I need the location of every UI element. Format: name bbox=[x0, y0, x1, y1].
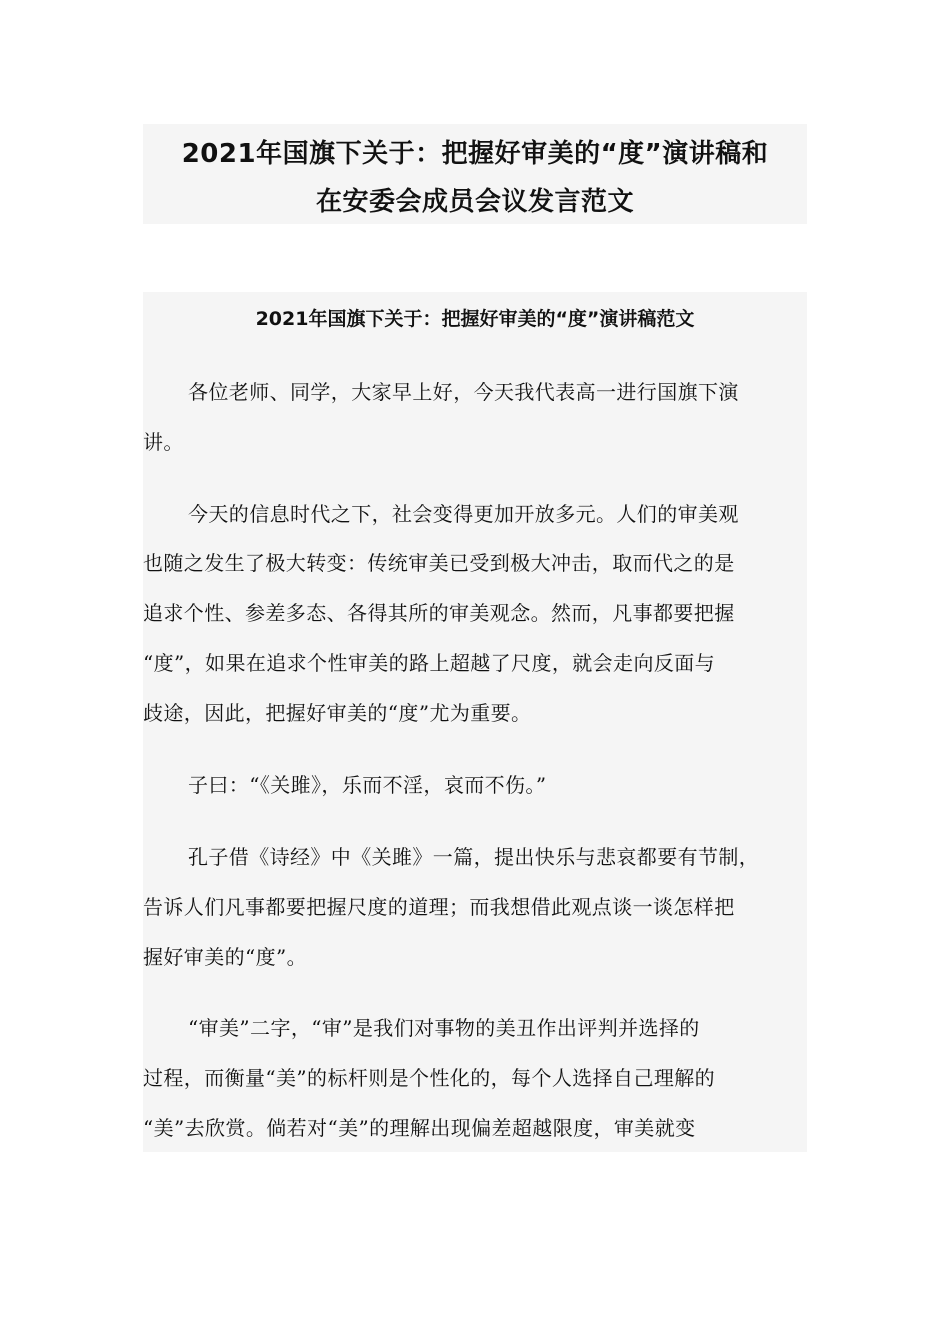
text-line: 告诉人们凡事都要把握尺度的道理；而我想借此观点谈一谈怎样把 bbox=[143, 895, 735, 919]
text-line: 今天的信息时代之下，社会变得更加开放多元。人们的审美观 bbox=[188, 502, 739, 526]
text-line: “美”去欣赏。倘若对“美”的理解出现偏差超越限度，审美就变 bbox=[143, 1116, 696, 1140]
text-line: 孔子借《诗经》中《关雎》一篇，提出快乐与悲哀都要有节制， bbox=[188, 845, 760, 869]
text-line: 过程，而衡量“美”的标杆则是个性化的，每个人选择自己理解的 bbox=[143, 1066, 716, 1090]
document-body bbox=[143, 292, 807, 1152]
text-line: “审美”二字，“审”是我们对事物的美丑作出评判并选择的 bbox=[188, 1016, 700, 1040]
title-line-2: 在安委会成员会议发言范文 bbox=[315, 187, 634, 217]
text-line: 也随之发生了极大转变：传统审美已受到极大冲击，取而代之的是 bbox=[143, 551, 735, 575]
document-title bbox=[143, 124, 807, 224]
title-line-1: 2021年国旗下关于：把握好审美的“度”演讲稿和 bbox=[181, 139, 769, 169]
text-line: 子曰：“《关雎》，乐而不淫，哀而不伤。” bbox=[188, 773, 547, 797]
text-line: 讲。 bbox=[143, 430, 184, 454]
text-line: 握好审美的“度”。 bbox=[143, 945, 308, 969]
text-line: 歧途，因此，把握好审美的“度”尤为重要。 bbox=[143, 701, 532, 725]
text-line: 各位老师、同学，大家早上好，今天我代表高一进行国旗下演 bbox=[188, 380, 739, 404]
section-subtitle: 2021年国旗下关于：把握好审美的“度”演讲稿范文 bbox=[255, 308, 695, 330]
text-line: “度”，如果在追求个性审美的路上超越了尺度，就会走向反面与 bbox=[143, 651, 716, 675]
text-line: 追求个性、参差多态、各得其所的审美观念。然而，凡事都要把握 bbox=[143, 601, 735, 625]
